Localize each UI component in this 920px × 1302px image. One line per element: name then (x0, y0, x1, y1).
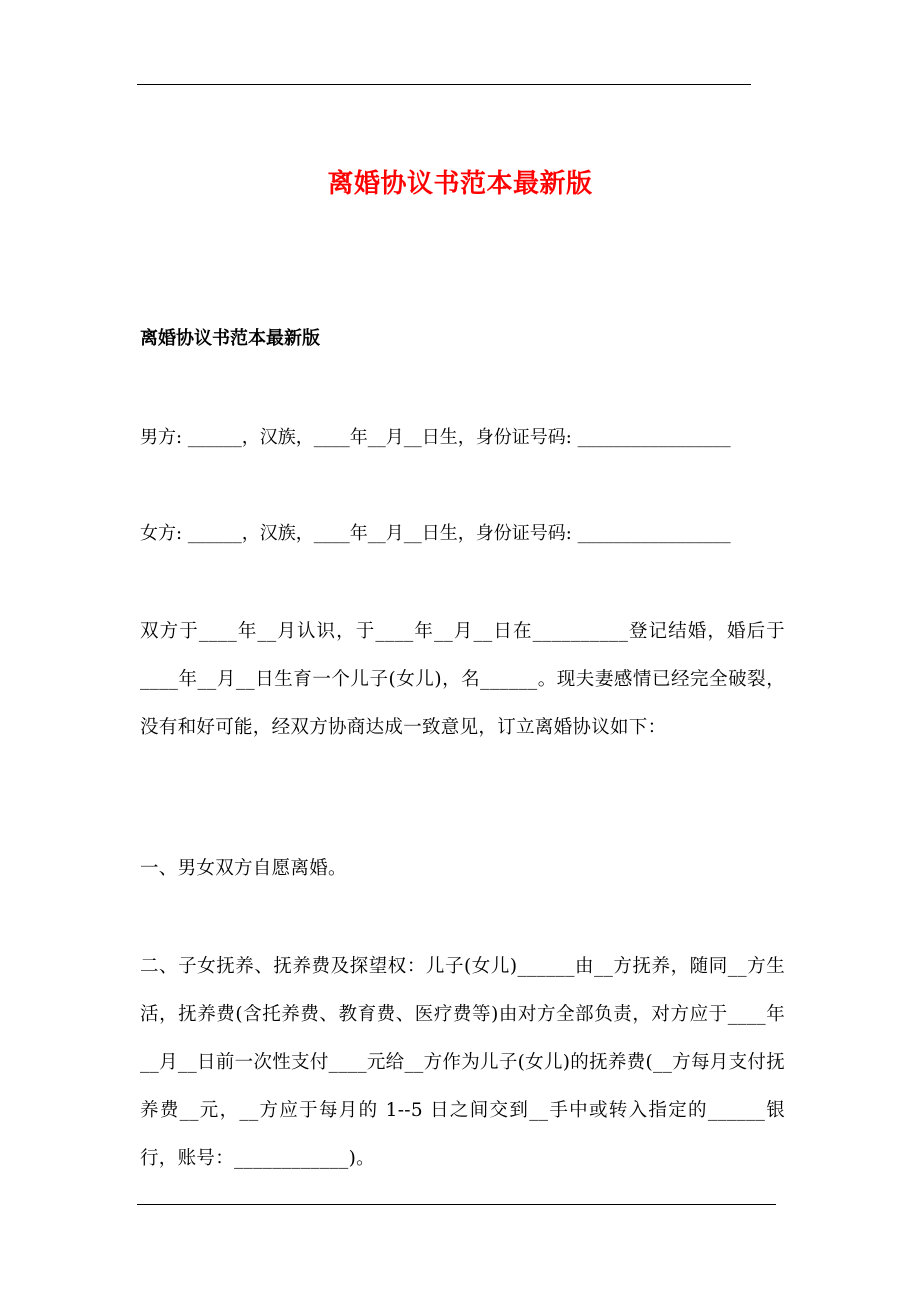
header-rule (137, 84, 751, 85)
male-party-line: 男方: ______，汉族，____年__月__日生，身份证号码: _________________ (140, 427, 731, 448)
clause-1: 一、男女双方自愿离婚。 (140, 858, 347, 879)
female-party-line: 女方: ______，汉族，____年__月__日生，身份证号码: _________________ (140, 523, 731, 544)
document-title: 离婚协议书范本最新版 (327, 169, 593, 199)
footer-rule (137, 1204, 776, 1205)
document-subtitle: 离婚协议书范本最新版 (140, 328, 320, 349)
clause-2: 二、子女抚养、抚养费及探望权：儿子(女儿)______由__方抚养，随同__方生活，抚养费(含托养费、教育费、医疗费等)由对方全部负责，对方应于____年__月__日前一次性支付____元给__方作为儿子(女儿)的抚养费(__方每月支付抚养费__元，__方应于每月的 1--5 日之间交到__手中或转入指定的______银行，账号：____________)。 (140, 956, 785, 1169)
intro-paragraph: 双方于____年__月认识，于____年__月__日在__________登记结婚，婚后于____年__月__日生育一个儿子(女儿)，名______。现夫妻感情已经完全破裂，没有和好可能，经双方协商达成一致意见，订立离婚协议如下： (140, 621, 785, 738)
